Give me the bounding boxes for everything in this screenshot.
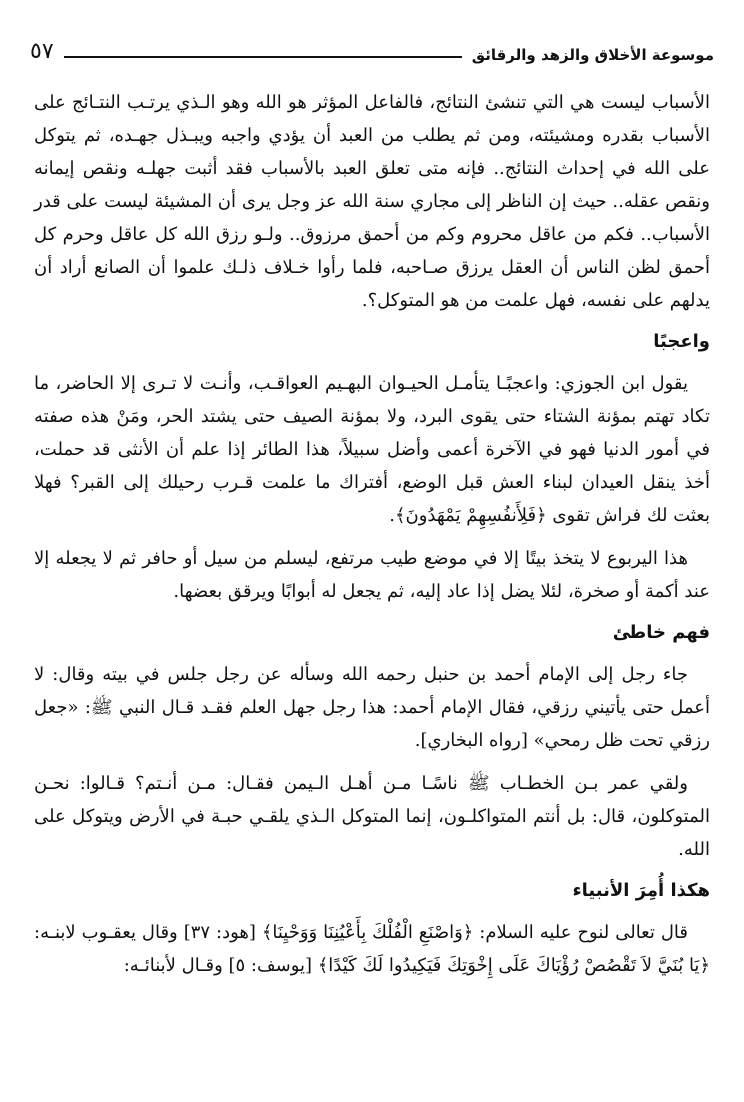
book-title: موسوعة الأخلاق والزهد والرقائق (471, 46, 714, 64)
section-heading: واعجبًا (653, 331, 710, 352)
paragraph: يقول ابن الجوزي: واعجبًـا يتأمـل الحيـوان البهـيم العواقـب، وأنـت لا تـرى إلا الحاضر، ما تكاد تهتم بمؤنة الشتاء حتى يقوى البرد، ولا بمؤنة الصيف حتى يشتد الحر، ومَنْ هذه صفته في أمور الدنيا فهو في الآخرة أعمى وأضل سبيلاً، هذا الطائر إذا علم أن الأنثى قد حملت، أخذ ينقل العيدان لبناء العش قبل الوضع، أفتراك ما علمت قـرب رحيلك إلى القبر؟ فهلا بعثت لك فراش تقوى ﴿فَلِأَنفُسِهِمْ يَمْهَدُونَ﴾. (34, 373, 710, 526)
paragraph: قال تعالى لنوح عليه السلام: ﴿وَاصْنَعِ الْفُلْكَ بِأَعْيُنِنَا وَوَحْيِنَا﴾ [هود: ٣٧] وقال يعقـوب لابنـه: ﴿يَا بُنَيَّ لاَ تَقْصُصْ رُؤْيَاكَ عَلَى إِخْوَتِكَ فَيَكِيدُوا لَكَ كَيْدًا﴾ [يوسف: ٥] وقـال لأبنائـه: (34, 922, 710, 976)
paragraph: جاء رجل إلى الإمام أحمد بن حنبل رحمه الله وسأله عن رجل جلس في بيته وقال: لا أعمل حتى يأتيني رزقي، فقال الإمام أحمد: هذا رجل جهل العلم فقـد قـال النبي ﷺ: «جعل رزقي تحت ظل رمحي» [رواه البخاري]. (34, 664, 710, 751)
paragraph-intro: الأسباب ليست هي التي تنشئ النتائج، فالفاعل المؤثر هو الله وهو الـذي يرتـب النتـائج على الأسباب بقدره ومشيئته، ومن ثم يطلب من العبد أن يؤدي واجبه ويبـذل جهـده، ثم يتوكل على الله في إحداث النتائج.. فإنه متى تعلق العبد بالأسباب فقد أثبت جهلـه ونقص إيمانه ونقص عقله.. حيث إن الناظر إلى مجاري سنة الله عز وجل يرى أن المشيئة ليست على قدر الأسباب.. فكم من عاقل محروم وكم من أحمق مرزوق.. ولـو رزق الله كل عاقل وحرم كل أحمق لظن الناس أن العقل يرزق صـاحبه، فلما رأوا خـلاف ذلـك علموا أن الصانع أراد أن يدلهم على نفسه، فهل علمت من هو المتوكل؟. (34, 92, 710, 311)
header-rule (64, 56, 462, 58)
section-heading: فهم خاطئ (612, 622, 710, 643)
paragraph: هذا اليربوع لا يتخذ بيتًا إلا في موضع طيب مرتفع، ليسلم من سيل أو حافر ثم لا يجعله إلا عند أكمة أو صخرة، لئلا يضل إذا عاد إليه، ثم يجعل له أبوابًا ويرقق بعضها. (34, 548, 710, 602)
section-heading: هكذا أُمِرَ الأنبياء (572, 880, 710, 901)
paragraph: ولقي عمر بـن الخطـاب ﷺ ناسًـا مـن أهـل الـيمن فقـال: مـن أنـتم؟ قـالوا: نحـن المتوكلون، قال: بل أنتم المتواكلـون، إنما المتوكل الـذي يلقـي حبـة في الأرض ويتوكل على الله. (34, 773, 710, 860)
body-text (34, 86, 710, 992)
page-number: ٥٧ (30, 39, 54, 64)
page-header (30, 34, 714, 64)
